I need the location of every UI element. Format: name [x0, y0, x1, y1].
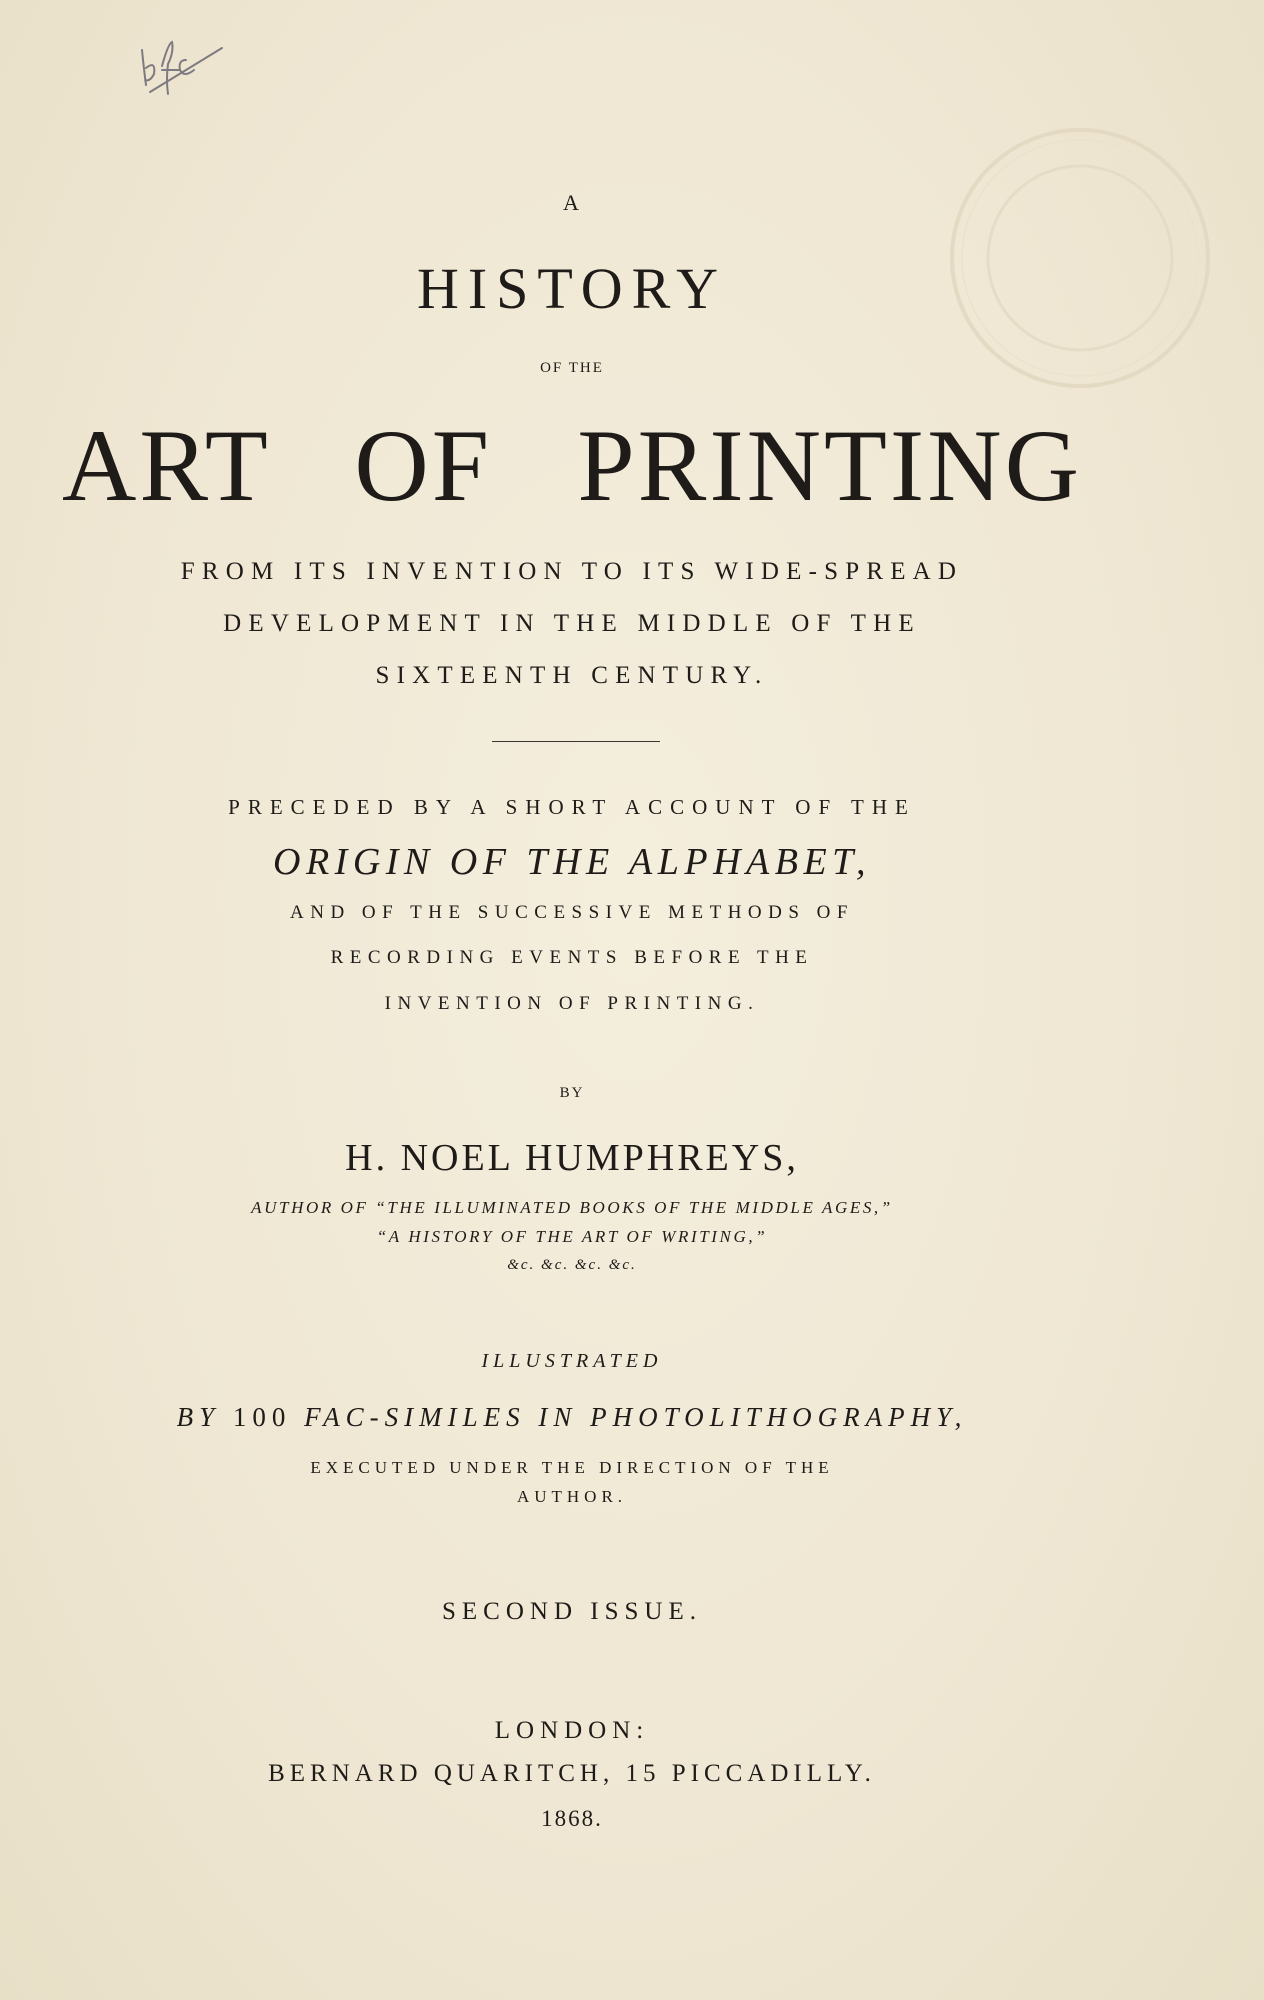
author-credit-1: AUTHOR OF “THE ILLUMINATED BOOKS OF THE MIDDLE AGES,” [251, 1198, 893, 1217]
author-credit-2: “A HISTORY OF THE ART OF WRITING,” [376, 1227, 768, 1246]
subtitle-line-2: DEVELOPMENT IN THE MIDDLE OF THE [223, 610, 921, 637]
main-title: ART OF PRINTING [62, 409, 1082, 523]
handwritten-pencil-note [132, 30, 232, 105]
divider-rule [492, 741, 660, 742]
subtitle-line-3: SIXTEENTH CENTURY. [375, 662, 769, 689]
methods-line-2: RECORDING EVENTS BEFORE THE [330, 947, 814, 968]
executed-line-2: AUTHOR. [516, 1487, 628, 1506]
facsimiles-line [0, 1402, 1144, 1433]
preceded-line: PRECEDED BY A SHORT ACCOUNT OF THE [228, 795, 916, 819]
imprint-year: 1868. [541, 1806, 603, 1831]
author-name: H. NOEL HUMPHREYS, [345, 1137, 799, 1179]
origin-line: ORIGIN OF THE ALPHABET, [273, 841, 871, 883]
title-history: HISTORY [416, 256, 728, 321]
methods-line-3: INVENTION OF PRINTING. [384, 993, 760, 1014]
title-of-the: OF THE [540, 360, 604, 376]
title-article: A [563, 190, 581, 215]
facsimiles-rest: FAC-SIMILES IN PHOTOLITHOGRAPHY, [304, 1402, 968, 1432]
author-credit-3: &c. &c. &c. &c. [507, 1257, 637, 1273]
issue-line: SECOND ISSUE. [442, 1598, 702, 1625]
executed-line-1: EXECUTED UNDER THE DIRECTION OF THE [310, 1458, 834, 1477]
by-line: BY [559, 1085, 585, 1101]
subtitle-line-1: FROM ITS INVENTION TO ITS WIDE-SPREAD [180, 558, 964, 585]
illustrated-line: ILLUSTRATED [481, 1350, 663, 1372]
facsimiles-number: 100 [232, 1402, 292, 1432]
imprint-publisher: BERNARD QUARITCH, 15 PICCADILLY. [268, 1760, 876, 1787]
methods-line-1: AND OF THE SUCCESSIVE METHODS OF [290, 902, 854, 923]
facsimiles-prefix: BY [176, 1402, 221, 1432]
imprint-city: LONDON: [494, 1717, 650, 1744]
